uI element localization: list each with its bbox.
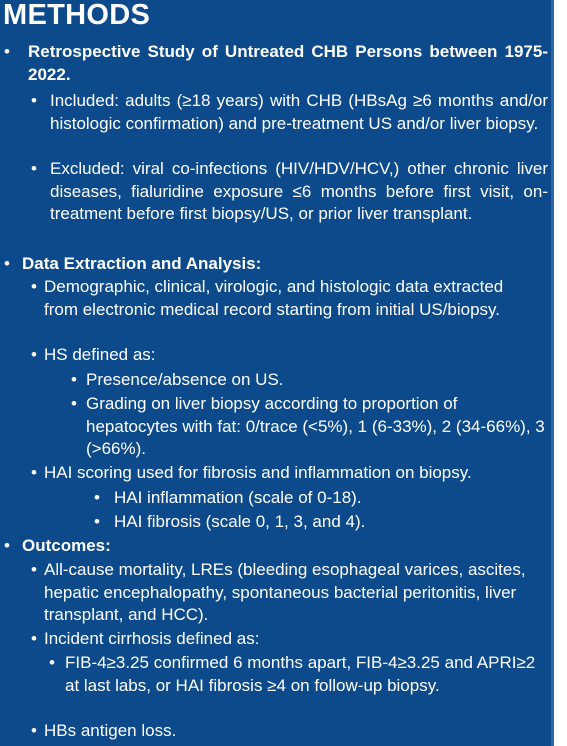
bullet-icon: • <box>31 345 37 364</box>
list-item-demographic: Demographic, clinical, virologic, and histologic data extracted from electronic medical record starting from initial US/biopsy. <box>44 277 504 319</box>
section-heading-study: Retrospective Study of Untreated CHB Persons between 1975-2022. <box>28 42 548 84</box>
sublist-item-grading: Grading on liver biopsy according to proportion of hepatocytes with fat: 0/trace (<5%), 1 (6-33%), 2 (34-66%), 3 (>66%). <box>86 394 545 459</box>
bullet-icon: • <box>94 488 100 507</box>
bullet-icon: • <box>31 91 37 110</box>
bullet-icon: • <box>31 560 37 579</box>
bullet-icon: • <box>49 653 55 672</box>
bullet-icon: • <box>71 394 77 413</box>
bullet-icon: • <box>4 42 10 61</box>
list-item-hbs-loss: HBs antigen loss. <box>44 721 177 740</box>
list-item-excluded: Excluded: viral co-infections (HIV/HDV/HCV,) other chronic liver diseases, fialuridine exposure ≤6 months before first visit, on-treatment before first biopsy/US, or prior liver transplant. <box>50 159 548 224</box>
list-item-hs: HS defined as: <box>44 345 156 364</box>
panel-edge <box>551 0 554 746</box>
list-item-cirrhosis: Incident cirrhosis defined as: <box>44 629 260 648</box>
list-item-included: Included: adults (≥18 years) with CHB (HBsAg ≥6 months and/or histologic confirmation) and pre-treatment US and/or liver biopsy. <box>50 91 548 133</box>
section-heading-outcomes: Outcomes: <box>22 536 111 555</box>
bullet-icon: • <box>31 277 37 296</box>
list-item-mortality: All-cause mortality, LREs (bleeding esophageal varices, ascites, hepatic encephalopathy, spontaneous bacterial peritonitis, liver transplant, and HCC). <box>44 560 526 625</box>
page-title: METHODS <box>3 0 151 31</box>
sublist-item-fib4: FIB-4≥3.25 confirmed 6 months apart, FIB-4≥3.25 and APRI≥2 at last labs, or HAI fibrosis ≥4 on follow-up biopsy. <box>65 653 536 695</box>
list-item-hai: HAI scoring used for fibrosis and inflammation on biopsy. <box>44 463 472 482</box>
bullet-icon: • <box>4 536 10 555</box>
sublist-item-us: Presence/absence on US. <box>86 370 284 389</box>
bullet-icon: • <box>94 512 100 531</box>
bullet-icon: • <box>31 629 37 648</box>
section-heading-data: Data Extraction and Analysis: <box>22 254 262 273</box>
bullet-icon: • <box>4 254 10 273</box>
bullet-icon: • <box>31 721 37 740</box>
sublist-item-hai-fibrosis: HAI fibrosis (scale 0, 1, 3, and 4). <box>114 512 366 531</box>
sublist-item-hai-inflammation: HAI inflammation (scale of 0-18). <box>114 488 362 507</box>
bullet-icon: • <box>31 463 37 482</box>
bullet-icon: • <box>71 370 77 389</box>
bullet-icon: • <box>31 159 37 178</box>
